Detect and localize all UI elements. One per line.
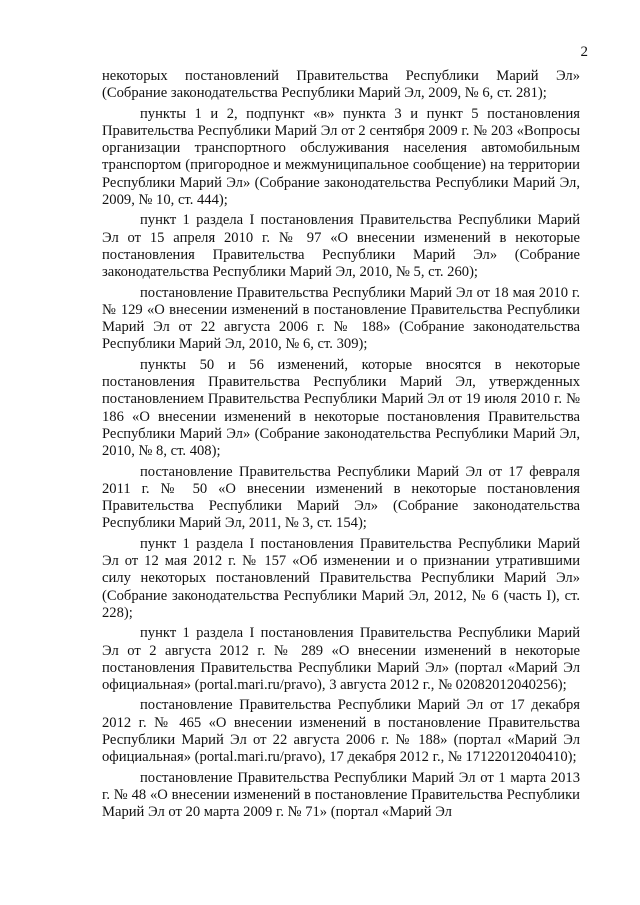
paragraph: пункты 50 и 56 изменений, которые вносятся в некоторые постановления Правительства Республики Марий Эл, утвержденных постановлением Правительства Республики Марий Эл от 19 июля 2010 г. № 186 «О внесении изменений в некоторые постановления Правительства Республики Марий Эл» (Собрание законодательства Республики Марий Эл, 2010, № 8, ст. 408); (102, 356, 580, 460)
document-body (102, 68, 580, 824)
page-number: 2 (580, 44, 588, 60)
paragraph: пункт 1 раздела I постановления Правительства Республики Марий Эл от 15 апреля 2010 г. № 97 «О внесении изменений в некоторые постановления Правительства Республики Марий Эл» (Собрание законодательства Республики Марий Эл, 2010, № 5, ст. 260); (102, 212, 580, 281)
paragraph: некоторых постановлений Правительства Республики Марий Эл» (Собрание законодательства Республики Марий Эл, 2009, № 6, ст. 281); (102, 68, 580, 102)
paragraph: пункт 1 раздела I постановления Правительства Республики Марий Эл от 2 августа 2012 г. № 289 «О внесении изменений в некоторые постановления Правительства Республики Марий Эл» (портал «Марий Эл официальная» (portal.mari.ru/pravo), 3 августа 2012 г., № 02082012040256); (102, 625, 580, 694)
paragraph: пункт 1 раздела I постановления Правительства Республики Марий Эл от 12 мая 2012 г. № 157 «Об изменении и о признании утратившими силу некоторых постановлений Правительства Республики Марий Эл» (Собрание законодательства Республики Марий Эл, 2012, № 6 (часть I), ст. 228); (102, 535, 580, 621)
paragraph: постановление Правительства Республики Марий Эл от 1 марта 2013 г. № 48 «О внесении изменений в постановление Правительства Республики Марий Эл от 20 марта 2009 г. № 71» (портал «Марий Эл (102, 769, 580, 821)
paragraph: постановление Правительства Республики Марий Эл от 17 февраля 2011 г. № 50 «О внесении изменений в некоторые постановления Правительства Республики Марий Эл» (Собрание законодательства Республики Марий Эл, 2011, № 3, ст. 154); (102, 463, 580, 532)
paragraph: постановление Правительства Республики Марий Эл от 17 декабря 2012 г. № 465 «О внесении изменений в постановление Правительства Республики Марий Эл от 22 августа 2006 г. № 188» (портал «Марий Эл официальная» (portal.mari.ru/pravo), 17 декабря 2012 г., № 17122012040410); (102, 697, 580, 766)
paragraph: постановление Правительства Республики Марий Эл от 18 мая 2010 г. № 129 «О внесении изменений в постановление Правительства Республики Марий Эл от 22 августа 2006 г. № 188» (Собрание законодательства Республики Марий Эл, 2010, № 6, ст. 309); (102, 284, 580, 353)
paragraph: пункты 1 и 2, подпункт «в» пункта 3 и пункт 5 постановления Правительства Республики Марий Эл от 2 сентября 2009 г. № 203 «Вопросы организации транспортного обслуживания населения автомобильным транспортом (пригородное и межмуниципальное сообщение) на территории Республики Марий Эл» (Собрание законодательства Республики Марий Эл, 2009, № 10, ст. 444); (102, 105, 580, 209)
